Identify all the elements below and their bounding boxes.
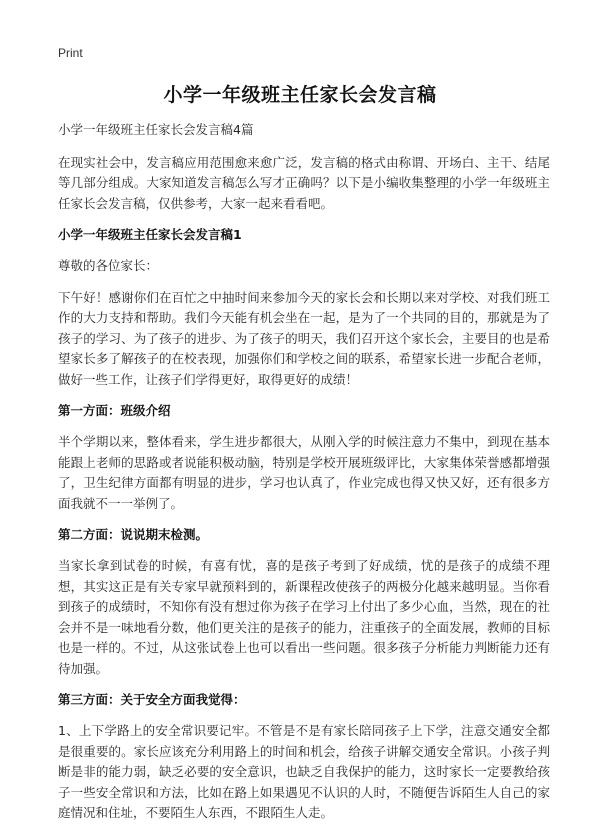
part3-heading: 第三方面：关于安全方面我觉得： (58, 692, 246, 707)
part3-paragraph: 1、上下学路上的安全常识要记牢。不管是不是有家长陪同孩子上下学，注意交通安全都是很重要的。家长应该充分利用路上的时间和机会，给孩子讲解交通安全常识。小孩子判断是非的能力弱，缺乏必要的安全意识，也缺乏自我保护的能力，这时家长一定要教给孩子一些安全常识和方法，比如在路上如果遇见不认识的人时，不随便告诉陌生人自己的家庭情况和住址，不要陌生人东西，不跟陌生人走。 (58, 723, 550, 820)
opening-paragraph: 下午好！感谢你们在百忙之中抽时间来参加今天的家长会和长期以来对学校、对我们班工作的大力支持和帮助。我们今天能有机会坐在一起，是为了一个共同的目的，那就是为了孩子的学习、为了孩子的进步、为了孩子的明天，我们召开这个家长会，主要目的也是希望家长多了解孩子的在校表现，加强你们和学校之间的联系，希望家长进一步配合老师，做好一些工作，让孩子们学得更好，取得更好的成绩！ (58, 289, 550, 387)
page-title: 小学一年级班主任家长会发言稿 (163, 84, 437, 106)
document-body (58, 120, 550, 835)
part1-heading: 第一方面：班级介绍 (58, 403, 171, 418)
part1-paragraph: 半个学期以来，整体看来，学生进步都很大，从刚入学的时候注意力不集中，到现在基本能跟上老师的思路或者说能积极动脑，特别是学校开展班级评比，大家集体荣誉感都增强了，卫生纪律方面都有明显的进步，学习也认真了，作业完成也得又快又好，还有很多方面我就不一一举例了。 (58, 434, 550, 511)
part2-heading: 第二方面：说说期末检测。 (58, 527, 209, 542)
document-subtitle: 小学一年级班主任家长会发言稿4篇 (58, 122, 254, 137)
part2-paragraph: 当家长拿到试卷的时候，有喜有忧，喜的是孩子考到了好成绩，忧的是孩子的成绩不理想，其实这正是有关专家早就预料到的，新课程改使孩子的两极分化越来越明显。当你看到孩子的成绩时，不知你有没有想过你为孩子在学习上付出了多少心血，当然，现在的社会并不是一味地看分数，他们更关注的是孩子的能力，注重孩子的全面发展，教师的目标也是一样的。不过，从这张试卷上也可以看出一些问题。很多孩子分析能力判断能力还有待加强。 (58, 558, 550, 676)
print-link[interactable]: Print (58, 46, 83, 60)
intro-paragraph: 在现实社会中，发言稿应用范围愈来愈广泛，发言稿的格式由称谓、开场白、主干、结尾等几部分组成。大家知道发言稿怎么写才正确吗？以下是小编收集整理的小学一年级班主任家长会发言稿，仅供参考，大家一起来看看吧。 (58, 154, 550, 211)
section1-heading: 小学一年级班主任家长会发言稿1 (58, 227, 242, 242)
greeting: 尊敬的各位家长： (58, 258, 159, 273)
